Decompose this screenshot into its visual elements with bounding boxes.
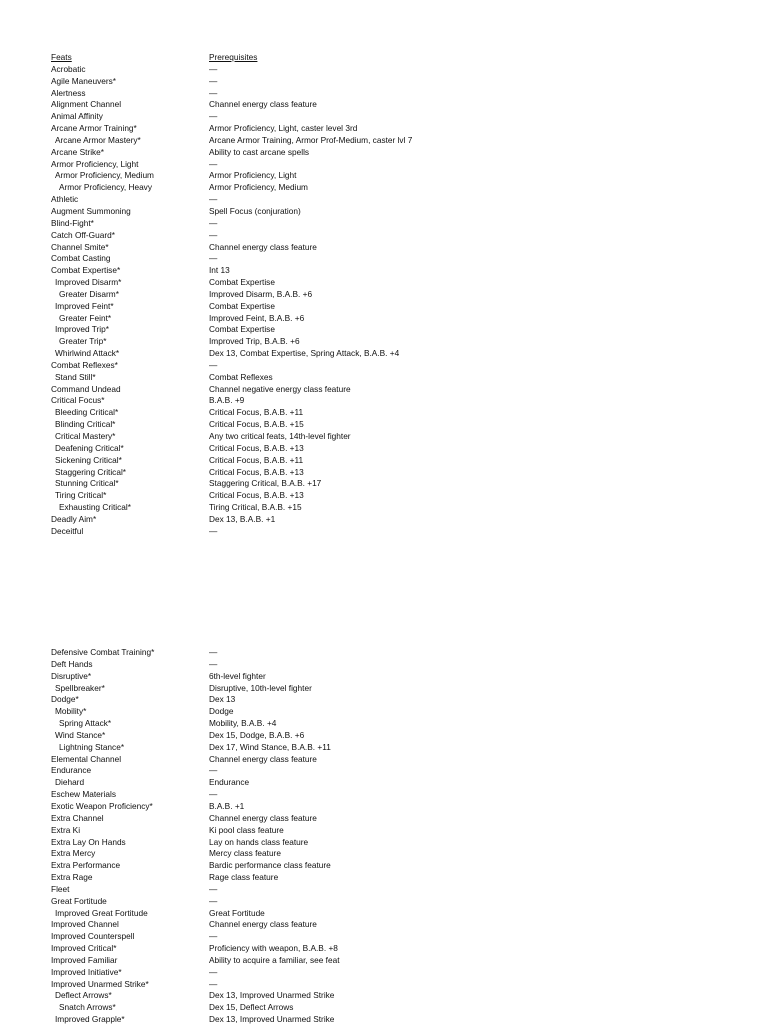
feat-name: Deflect Arrows* [55, 990, 112, 1001]
feat-prerequisite: Dex 13 [209, 694, 236, 705]
feat-name: Exotic Weapon Proficiency* [51, 800, 153, 811]
feat-prerequisite: Combat Reflexes [209, 371, 273, 382]
feat-prerequisite: B.A.B. +9 [209, 395, 245, 406]
table-row [51, 289, 751, 301]
feat-prerequisite: Great Fortitude [209, 907, 265, 918]
table-row [51, 372, 751, 384]
feat-name: Improved Feint* [55, 300, 114, 311]
feat-name: Deafening Critical* [55, 442, 124, 453]
feat-prerequisite: — [209, 158, 218, 169]
table-row [51, 135, 751, 147]
table-row [51, 76, 751, 88]
table-row [51, 64, 751, 76]
feat-name: Extra Mercy [51, 848, 96, 859]
table-row [51, 860, 751, 872]
table-row [51, 99, 751, 111]
feat-prerequisite: Dex 13, Improved Unarmed Strike [209, 990, 335, 1001]
feats-list-2 [51, 647, 751, 1026]
table-row [51, 813, 751, 825]
feat-prerequisite: — [209, 229, 218, 240]
feat-prerequisite: Improved Disarm, B.A.B. +6 [209, 288, 313, 299]
feat-prerequisite: Arcane Armor Training, Armor Prof-Medium, caster lvl 7 [209, 134, 413, 145]
table-row [51, 147, 751, 159]
table-row [51, 419, 751, 431]
feat-prerequisite: Armor Proficiency, Medium [209, 182, 308, 193]
feat-prerequisite: Disruptive, 10th-level fighter [209, 682, 312, 693]
feat-prerequisite: Tiring Critical, B.A.B. +15 [209, 502, 302, 513]
table-row [51, 88, 751, 100]
feat-prerequisite: — [209, 789, 218, 800]
feat-prerequisite: Mobility, B.A.B. +4 [209, 718, 277, 729]
table-row [51, 478, 751, 490]
table-row [51, 718, 751, 730]
feat-name: Eschew Materials [51, 789, 117, 800]
table-row [51, 443, 751, 455]
feat-name: Lightning Stance* [59, 741, 125, 752]
feat-prerequisite: Dex 13, B.A.B. +1 [209, 513, 276, 524]
table-row [51, 395, 751, 407]
feat-name: Extra Lay On Hands [51, 836, 126, 847]
feat-name: Armor Proficiency, Light [51, 158, 139, 169]
table-row [51, 931, 751, 943]
feat-name: Blind-Fight* [51, 217, 94, 228]
feat-prerequisite: Ability to cast arcane spells [209, 146, 310, 157]
table-row [51, 514, 751, 526]
feat-prerequisite: Ability to acquire a familiar, see feat [209, 954, 340, 965]
feat-prerequisite: — [209, 359, 218, 370]
feat-name: Improved Trip* [55, 324, 109, 335]
table-row [51, 348, 751, 360]
feat-name: Extra Rage [51, 872, 93, 883]
feat-name: Tiring Critical* [55, 490, 107, 501]
feat-name: Blinding Critical* [55, 419, 116, 430]
feat-name: Deadly Aim* [51, 513, 97, 524]
feat-prerequisite: Int 13 [209, 265, 230, 276]
feat-name: Improved Disarm* [55, 277, 122, 288]
feat-name: Stunning Critical* [55, 478, 119, 489]
table-row [51, 706, 751, 718]
feat-prerequisite: Ki pool class feature [209, 824, 284, 835]
feat-name: Greater Feint* [59, 312, 112, 323]
feat-prerequisite: Bardic performance class feature [209, 860, 331, 871]
table-row [51, 1014, 751, 1026]
feat-name: Bleeding Critical* [55, 407, 119, 418]
feat-prerequisite: Armor Proficiency, Light, caster level 3rd [209, 123, 358, 134]
table-row [51, 979, 751, 991]
feat-prerequisite: — [209, 895, 218, 906]
table-row [51, 159, 751, 171]
table-row [51, 170, 751, 182]
table-row [51, 336, 751, 348]
table-row [51, 467, 751, 479]
feat-prerequisite: — [209, 87, 218, 98]
table-row [51, 837, 751, 849]
feat-prerequisite: Rage class feature [209, 872, 279, 883]
feat-prerequisite: Staggering Critical, B.A.B. +17 [209, 478, 322, 489]
table-row [51, 407, 751, 419]
table-row [51, 659, 751, 671]
table-row [51, 301, 751, 313]
table-row [51, 242, 751, 254]
feat-name: Improved Grapple* [55, 1014, 125, 1025]
feat-name: Fleet [51, 883, 70, 894]
feat-name: Extra Channel [51, 812, 104, 823]
feat-prerequisite: Lay on hands class feature [209, 836, 309, 847]
feat-name: Spring Attack* [59, 718, 112, 729]
feat-name: Agile Maneuvers* [51, 75, 117, 86]
feat-prerequisite: Proficiency with weapon, B.A.B. +8 [209, 943, 338, 954]
feat-prerequisite: Channel energy class feature [209, 241, 317, 252]
feat-name: Arcane Strike* [51, 146, 105, 157]
feat-prerequisite: — [209, 194, 218, 205]
table-row [51, 490, 751, 502]
feat-prerequisite: Channel energy class feature [209, 753, 317, 764]
feat-prerequisite: Dex 13, Combat Expertise, Spring Attack, B.A.B. +4 [209, 348, 400, 359]
feat-prerequisite: — [209, 966, 218, 977]
feat-name: Acrobatic [51, 63, 86, 74]
feat-name: Improved Initiative* [51, 966, 122, 977]
table-row [51, 384, 751, 396]
feat-prerequisite: Any two critical feats, 14th-level fighter [209, 431, 351, 441]
table-row [51, 123, 751, 135]
table-row [51, 777, 751, 789]
feat-name: Exhausting Critical* [59, 502, 131, 513]
feat-prerequisite: — [209, 931, 218, 942]
feat-name: Defensive Combat Training* [51, 647, 155, 657]
feat-name: Greater Disarm* [59, 288, 119, 299]
feat-name: Improved Familiar [51, 954, 118, 965]
feat-prerequisite: — [209, 978, 218, 989]
feat-name: Endurance [51, 765, 92, 776]
feat-prerequisite: Combat Expertise [209, 324, 275, 335]
feat-name: Armor Proficiency, Heavy [59, 182, 152, 193]
feat-name: Deceitful [51, 525, 84, 536]
feat-prerequisite: Combat Expertise [209, 300, 275, 311]
feat-name: Great Fortitude [51, 895, 107, 906]
table-row [51, 967, 751, 979]
feat-name: Stand Still* [55, 371, 96, 382]
feat-prerequisite: Critical Focus, B.A.B. +13 [209, 442, 304, 453]
feat-name: Dodge* [51, 694, 79, 705]
table-row [51, 872, 751, 884]
feat-name: Improved Channel [51, 919, 119, 930]
feat-prerequisite: 6th-level fighter [209, 670, 266, 681]
table-row [51, 943, 751, 955]
feat-prerequisite: — [209, 75, 218, 86]
feat-prerequisite: — [209, 525, 218, 536]
feat-prerequisite: Critical Focus, B.A.B. +11 [209, 454, 304, 465]
feat-prerequisite: — [209, 217, 218, 228]
feat-name: Command Undead [51, 383, 121, 394]
feat-prerequisite: Improved Feint, B.A.B. +6 [209, 312, 305, 323]
feat-name: Combat Expertise* [51, 265, 121, 276]
feat-name: Extra Performance [51, 860, 121, 871]
feat-prerequisite: Combat Expertise [209, 277, 275, 288]
table-row [51, 896, 751, 908]
table-row [51, 1002, 751, 1014]
feat-prerequisite: Channel energy class feature [209, 919, 317, 930]
feat-prerequisite: — [209, 658, 218, 669]
feats-table-top [51, 52, 751, 538]
table-row [51, 765, 751, 777]
table-row [51, 919, 751, 931]
table-row [51, 194, 751, 206]
table-row [51, 730, 751, 742]
table-row [51, 502, 751, 514]
feat-name: Snatch Arrows* [59, 1002, 116, 1013]
feat-prerequisite: Armor Proficiency, Light [209, 170, 297, 181]
table-row [51, 182, 751, 194]
table-row [51, 647, 751, 659]
feat-prerequisite: Dodge [209, 706, 234, 717]
feat-name: Staggering Critical* [55, 466, 127, 477]
feat-prerequisite: Channel energy class feature [209, 812, 317, 823]
feat-name: Improved Great Fortitude [55, 907, 148, 918]
feat-prerequisite: — [209, 111, 218, 122]
feat-name: Critical Mastery* [55, 431, 116, 441]
table-row [51, 360, 751, 372]
feat-prerequisite: Critical Focus, B.A.B. +11 [209, 407, 304, 418]
table-header [51, 52, 751, 64]
table-row [51, 111, 751, 123]
feat-name: Diehard [55, 777, 85, 788]
feat-prerequisite: Critical Focus, B.A.B. +13 [209, 466, 304, 477]
feat-prerequisite: — [209, 647, 218, 657]
table-row [51, 990, 751, 1002]
feat-prerequisite: — [209, 253, 218, 264]
feat-prerequisite: Mercy class feature [209, 848, 281, 859]
feat-name: Augment Summoning [51, 205, 131, 216]
table-row [51, 526, 751, 538]
feat-name: Greater Trip* [59, 336, 107, 347]
table-row [51, 789, 751, 801]
feat-prerequisite: — [209, 883, 218, 894]
feat-name: Critical Focus* [51, 395, 105, 406]
feat-prerequisite: — [209, 765, 218, 776]
feat-prerequisite: Channel negative energy class feature [209, 383, 351, 394]
table-row [51, 313, 751, 325]
feat-name: Arcane Armor Mastery* [55, 134, 141, 145]
table-row [51, 908, 751, 920]
feats-column-header: Feats [51, 52, 72, 62]
feat-name: Improved Counterspell [51, 931, 135, 942]
feat-name: Improved Unarmed Strike* [51, 978, 149, 989]
table-row [51, 324, 751, 336]
feat-name: Combat Reflexes* [51, 359, 118, 370]
feat-name: Improved Critical* [51, 943, 117, 954]
table-row [51, 683, 751, 695]
table-row [51, 955, 751, 967]
feat-name: Disruptive* [51, 670, 92, 681]
table-row [51, 848, 751, 860]
feat-name: Mobility* [55, 706, 87, 717]
feat-prerequisite: Dex 15, Deflect Arrows [209, 1002, 294, 1013]
feat-name: Spellbreaker* [55, 682, 105, 693]
feat-name: Elemental Channel [51, 753, 122, 764]
table-row [51, 754, 751, 766]
table-row [51, 455, 751, 467]
feat-name: Whirlwind Attack* [55, 348, 120, 359]
feat-prerequisite: Dex 17, Wind Stance, B.A.B. +11 [209, 741, 331, 752]
feat-prerequisite: Spell Focus (conjuration) [209, 205, 301, 216]
feat-prerequisite: Dex 15, Dodge, B.A.B. +6 [209, 729, 305, 740]
table-row [51, 801, 751, 813]
feat-name: Wind Stance* [55, 729, 106, 740]
feat-prerequisite: — [209, 63, 218, 74]
table-row [51, 431, 751, 443]
table-row [51, 265, 751, 277]
table-row [51, 230, 751, 242]
table-row [51, 218, 751, 230]
feat-name: Animal Affinity [51, 111, 103, 122]
feat-prerequisite: Dex 13, Improved Unarmed Strike [209, 1014, 335, 1025]
prerequisites-column-header: Prerequisites [209, 52, 258, 62]
table-row [51, 277, 751, 289]
table-row [51, 884, 751, 896]
feat-prerequisite: Improved Trip, B.A.B. +6 [209, 336, 300, 347]
feat-name: Arcane Armor Training* [51, 123, 137, 134]
feat-name: Channel Smite* [51, 241, 109, 252]
table-row [51, 671, 751, 683]
table-row [51, 694, 751, 706]
feat-name: Alignment Channel [51, 99, 122, 110]
feat-name: Armor Proficiency, Medium [55, 170, 154, 181]
feat-prerequisite: Channel energy class feature [209, 99, 317, 110]
feat-name: Deft Hands [51, 658, 93, 669]
feat-prerequisite: Critical Focus, B.A.B. +15 [209, 419, 304, 430]
table-row [51, 825, 751, 837]
feats-list-1 [51, 64, 751, 538]
table-row [51, 742, 751, 754]
table-row [51, 253, 751, 265]
feats-table-bottom [51, 647, 751, 1026]
feat-prerequisite: Critical Focus, B.A.B. +13 [209, 490, 304, 501]
feat-name: Sickening Critical* [55, 454, 122, 465]
table-row [51, 206, 751, 218]
feat-name: Combat Casting [51, 253, 111, 264]
feat-prerequisite: B.A.B. +1 [209, 800, 245, 811]
feat-name: Extra Ki [51, 824, 81, 835]
feat-name: Catch Off-Guard* [51, 229, 115, 240]
feat-prerequisite: Endurance [209, 777, 250, 788]
feat-name: Alertness [51, 87, 86, 98]
feat-name: Athletic [51, 194, 79, 205]
